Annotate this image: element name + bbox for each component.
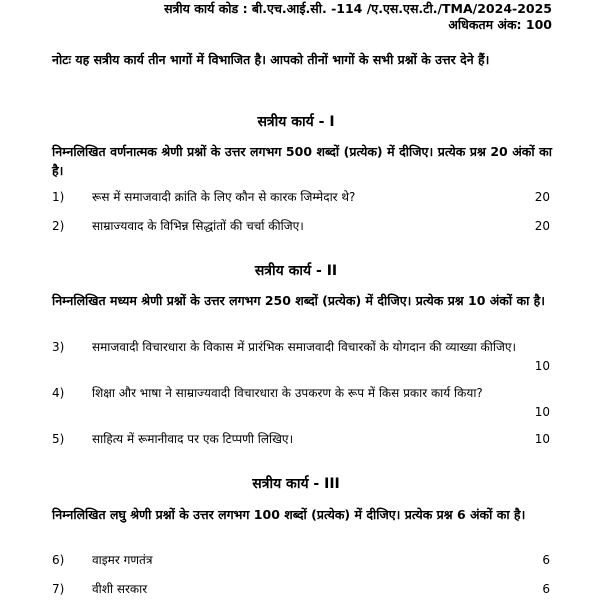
section-2-instruction: निम्नलिखित मध्यम श्रेणी प्रश्नों के उत्तर लगभग 250 शब्दों (प्रत्येक) में दीजिए। प्रत्येक प्रश्न 10 अंकों का है। [52,293,546,308]
question-marks: 10 [534,359,550,373]
section-3-instruction: निम्नलिखित लघु श्रेणी प्रश्नों के उत्तर लगभग 100 शब्दों (प्रत्येक) में दीजिए। प्रत्येक प्रश्न 6 अंकों का है। [52,507,526,522]
question-marks: 20 [534,219,550,233]
question-text: शिक्षा और भाषा ने साम्राज्यवादी विचारधारा के उपकरण के रूप में किस प्रकार कार्य किया? [92,386,483,400]
question-number: 6) [52,553,65,567]
section-1-instruction: निम्नलिखित वर्णनात्मक श्रेणी प्रश्नों के उत्तर लगभग 500 शब्दों (प्रत्येक) में दीजिए। प्रत्येक प्रश्न 20 अंकों का है। [52,144,552,178]
question-number: 1) [52,190,65,204]
assignment-code: सत्रीय कार्य कोड : बी.एच.आई.सी. -114 /ए.एस.एस.टी./TMA/2024-2025 [164,1,552,16]
max-marks: अधिकतम अंक: 100 [448,17,552,32]
question-text: साहित्य में रूमानीवाद पर एक टिप्पणी लिखिए। [92,432,294,446]
general-note: नोटः यह सत्रीय कार्य तीन भागों में विभाजित है। आपको तीनों भागों के सभी प्रश्नों के उत्तर देने हैं। [52,52,490,67]
section-3-title: सत्रीय कार्य - III [252,476,340,492]
question-text: साम्राज्यवाद के विभिन्न सिद्धांतों की चर्चा कीजिए। [92,219,304,233]
question-marks: 6 [542,553,550,567]
question-marks: 10 [534,405,550,419]
question-number: 7) [52,582,65,596]
question-text: वाइमर गणतंत्र [92,553,153,567]
question-text: वीशी सरकार [92,582,148,596]
question-text: रूस में समाजवादी क्रांति के लिए कौन से कारक जिम्मेदार थे? [92,190,356,204]
question-marks: 10 [534,432,550,446]
question-number: 3) [52,340,65,354]
question-number: 5) [52,432,65,446]
section-1-title: सत्रीय कार्य - I [257,114,335,130]
question-number: 4) [52,386,65,400]
section-2-title: सत्रीय कार्य - II [254,263,338,279]
question-text: समाजवादी विचारधारा के विकास में प्रारंभिक समाजवादी विचारकों के योगदान की व्याख्या कीजिए। [92,340,517,354]
question-marks: 20 [534,190,550,204]
question-marks: 6 [542,582,550,596]
question-number: 2) [52,219,65,233]
